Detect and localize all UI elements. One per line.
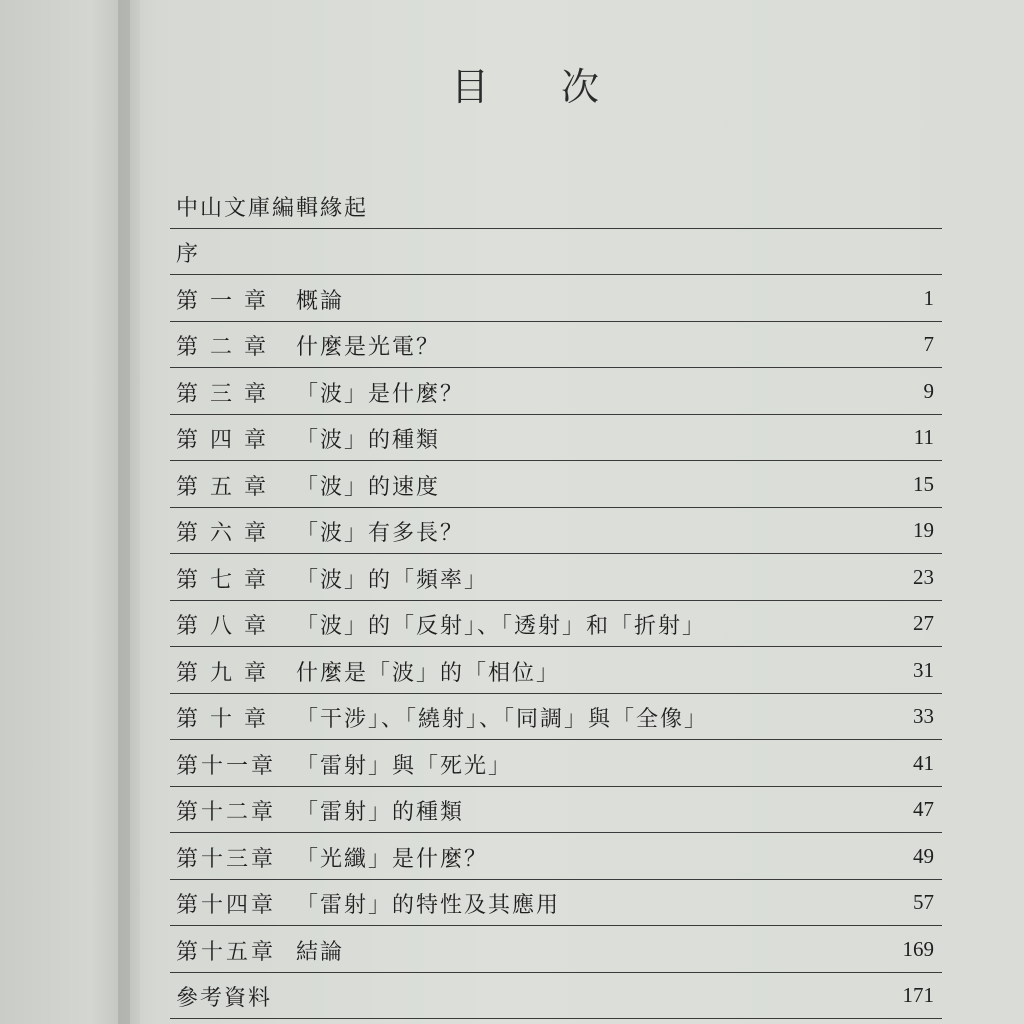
toc-row-chapter-7 — [170, 554, 942, 601]
chapter-number: 第八章 — [176, 614, 279, 639]
toc-entry-label: 第九章 什麼是「波」的「相位」 — [176, 656, 560, 687]
toc-page-number: 23 — [913, 564, 934, 589]
chapter-number: 第七章 — [176, 567, 279, 593]
toc-entry-label: 第二章 什麼是光電？ — [176, 330, 440, 361]
chapter-number: 第十五章 — [176, 939, 277, 965]
chapter-number: 第一章 — [176, 288, 279, 314]
toc-entry-label: 第十二章 「雷射」的種類 — [176, 795, 464, 826]
toc-entry-label: 參考資料 — [176, 986, 273, 1011]
toc-entry-label: 第六章 「波」有多長？ — [176, 516, 464, 547]
toc-page-number: 11 — [913, 425, 934, 449]
toc-page-number: 9 — [923, 378, 934, 403]
toc-entry-label: 第十四章 「雷射」的特性及其應用 — [176, 888, 560, 919]
toc-page-number: 7 — [923, 332, 934, 356]
toc-page-number: 57 — [913, 890, 934, 914]
toc-page-number: 49 — [913, 843, 934, 868]
toc-entry-label: 第四章 「波」的種類 — [176, 423, 440, 454]
toc-entry-label: 第十一章 「雷射」與「死光」 — [176, 749, 512, 780]
toc-page-number: 33 — [913, 704, 934, 728]
table-of-contents — [170, 182, 942, 1019]
toc-entry-label: 第十三章 「光纖」是什麼？ — [176, 842, 488, 873]
toc-row-preface — [170, 229, 942, 276]
book-gutter — [118, 0, 158, 1024]
toc-page-number: 31 — [913, 657, 934, 682]
chapter-number: 第五章 — [176, 474, 279, 500]
toc-page-number: 41 — [913, 750, 934, 775]
chapter-number: 第十二章 — [176, 800, 277, 825]
toc-row-preface-editorial — [170, 182, 942, 229]
toc-row-chapter-5 — [170, 461, 942, 508]
toc-row-chapter-15 — [170, 926, 942, 973]
toc-row-chapter-10 — [170, 694, 942, 741]
toc-row-chapter-6 — [170, 508, 942, 555]
toc-row-chapter-12 — [170, 787, 942, 834]
toc-entry-label: 第十五章 結論 — [176, 935, 344, 966]
left-page — [0, 0, 130, 1024]
chapter-number: 第十三章 — [176, 846, 277, 872]
chapter-number: 第二章 — [176, 335, 279, 360]
toc-entry-label: 第八章 「波」的「反射」、「透射」和「折射」 — [176, 609, 706, 640]
toc-row-chapter-4 — [170, 415, 942, 462]
toc-page-number: 47 — [913, 797, 934, 821]
toc-page-number: 1 — [923, 285, 934, 310]
toc-entry-label: 第十章 「干涉」、「繞射」、「同調」與「全像」 — [176, 702, 708, 733]
toc-row-references — [170, 973, 942, 1020]
chapter-number: 第三章 — [176, 381, 279, 407]
toc-page-number: 171 — [902, 983, 934, 1007]
chapter-number: 第九章 — [176, 660, 279, 686]
toc-entry-label: 第一章 概論 — [176, 284, 344, 315]
chapter-number: 第四章 — [176, 428, 279, 453]
toc-row-chapter-13 — [170, 833, 942, 880]
toc-entry-label: 第七章 「波」的「頻率」 — [176, 563, 488, 594]
toc-entry-label: 第五章 「波」的速度 — [176, 470, 440, 501]
toc-row-chapter-2 — [170, 322, 942, 369]
toc-row-chapter-8 — [170, 601, 942, 648]
toc-page-number: 19 — [913, 518, 934, 542]
toc-page-number: 15 — [913, 471, 934, 496]
chapter-number: 第十四章 — [176, 893, 277, 918]
toc-row-chapter-3 — [170, 368, 942, 415]
toc-entry-label: 第三章 「波」是什麼？ — [176, 377, 464, 408]
chapter-number: 第十章 — [176, 707, 279, 732]
chapter-number: 第六章 — [176, 521, 279, 546]
toc-row-chapter-14 — [170, 880, 942, 927]
toc-entry-label: 中山文庫編輯緣起 — [176, 195, 369, 221]
toc-entry-label: 序 — [176, 242, 201, 267]
toc-page-number: 27 — [913, 611, 934, 635]
chapter-number: 第十一章 — [176, 753, 277, 779]
toc-row-chapter-1 — [170, 275, 942, 322]
toc-row-chapter-11 — [170, 740, 942, 787]
toc-title: 目 次 — [450, 65, 630, 109]
toc-row-chapter-9 — [170, 647, 942, 694]
toc-page-number: 169 — [902, 936, 934, 961]
